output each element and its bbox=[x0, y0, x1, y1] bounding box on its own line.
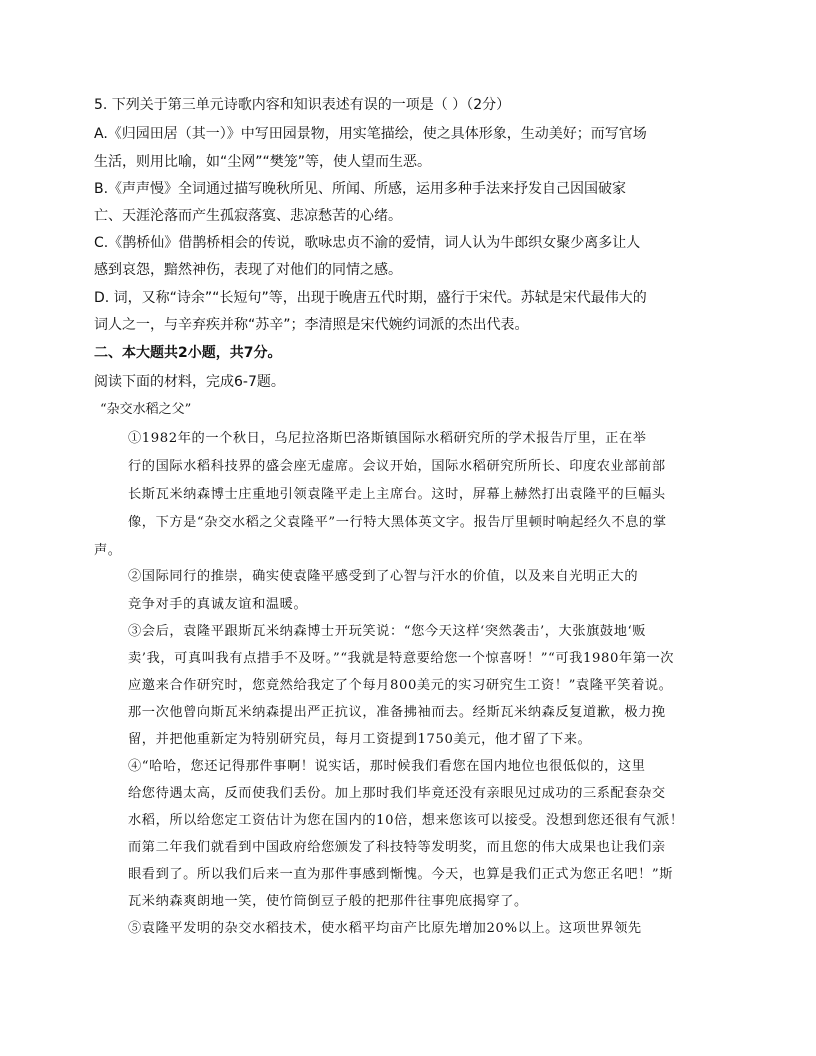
question-5-option-c-line-1: C.《鹊桥仙》借鹊桥相会的传说，歌咏忠贞不渝的爱情，词人认为牛郎织女聚少离多让人 bbox=[94, 235, 641, 251]
passage-line-11: 那一次他曾向斯瓦米纳森提出严正抗议，准备拂袖而去。经斯瓦米纳森反复道歉，极力挽 bbox=[128, 705, 666, 720]
passage-line-2: 行的国际水稻科技界的盛会座无虚席。会议开始，国际水稻研究所所长、印度农业部前部 bbox=[128, 459, 666, 474]
passage-line-14: 给您待遇太高，反而使我们丢份。加上那时我们毕竟还没有亲眼见过成功的三系配套杂交 bbox=[128, 786, 666, 801]
passage-line-10: 应邀来合作研究时，您竟然给我定了个每月800美元的实习研究生工资！”袁隆平笑着说。 bbox=[128, 678, 673, 693]
passage-line-3: 长斯瓦米纳森博士庄重地引领袁隆平走上主席台。这时，屏幕上赫然打出袁隆平的巨幅头 bbox=[128, 487, 666, 502]
passage-line-6: ②国际同行的推崇，确实使袁隆平感受到了心智与汗水的价值，以及来自光明正大的 bbox=[128, 569, 639, 584]
question-5-option-c-line-2: 感到哀怨，黯然神伤，表现了对他们的同情之感。 bbox=[94, 262, 402, 278]
passage-line-8: ③会后，袁隆平跟斯瓦米纳森博士开玩笑说：“您今天这样‘突然袭击’，大张旗鼓地‘贩 bbox=[128, 624, 647, 639]
passage-line-12: 留，并把他重新定为特别研究员，每月工资提到1750美元，他才留了下来。 bbox=[128, 732, 592, 747]
passage-line-7: 竞争对手的真诚友谊和温暖。 bbox=[128, 597, 308, 612]
passage-line-16: 而第二年我们就看到中国政府给您颁发了科技特等发明奖，而且您的伟大成果也让我们亲 bbox=[128, 840, 666, 855]
passage-line-17: 眼看到了。所以我们后来一直为那件事感到惭愧。今天，也算是我们正式为您正名吧！”斯 bbox=[128, 867, 674, 882]
section-2-instruction: 阅读下面的材料，完成6-7题。 bbox=[94, 374, 285, 390]
question-5-option-d-line-2: 词人之一，与辛弃疾并称“苏辛”；李清照是宋代婉约词派的杰出代表。 bbox=[94, 317, 529, 333]
question-5-option-b-line-2: 亡、天涯沦落而产生孤寂落寞、悲凉愁苦的心绪。 bbox=[94, 208, 402, 224]
passage-line-15: 水稻，所以给您定工资估计为您在国内的10倍，想来您该可以接受。没想到您还很有气派！ bbox=[128, 813, 684, 828]
section-2-heading: 二、本大题共2小题，共7分。 bbox=[94, 345, 282, 361]
passage-line-1: ①1982年的一个秋日，乌尼拉洛斯巴洛斯镇国际水稻研究所的学术报告厅里，正在举 bbox=[128, 431, 647, 446]
passage-line-13: ④“哈哈，您还记得那件事啊！说实话，那时候我们看您在国内地位也很低似的，这里 bbox=[128, 759, 646, 774]
question-5-option-a-line-1: A.《归园田居（其一）》中写田园景物，用实笔描绘，使之具体形象，生动美好；而写官场 bbox=[94, 126, 647, 142]
passage-line-18: 瓦米纳森爽朗地一笑，使竹筒倒豆子般的把那件往事兜底揭穿了。 bbox=[128, 894, 528, 909]
question-5-stem: 5. 下列关于第三单元诗歌内容和知识表述有误的一项是（ ）（2分） bbox=[94, 97, 511, 113]
passage-line-5: 声。 bbox=[94, 543, 122, 558]
question-5-option-a-line-2: 生活，则用比喻，如“尘网”“樊笼”等，使人望而生恶。 bbox=[94, 154, 432, 170]
question-5-option-b-line-1: B.《声声慢》全词通过描写晚秋所见、所闻、所感，运用多种手法来抒发自己因国破家 bbox=[94, 181, 627, 197]
passage-line-9: 卖’我，可真叫我有点措手不及呀。”“我就是特意要给您一个惊喜呀！”“可我1980年第一次 bbox=[128, 651, 675, 666]
passage-line-4: 像，下方是“杂交水稻之父袁隆平”一行特大黑体英文字。报告厅里顿时响起经久不息的掌 bbox=[128, 515, 667, 530]
passage-line-19: ⑤袁隆平发明的杂交水稻技术，使水稻平均亩产比原先增加20%以上。这项世界领先 bbox=[128, 921, 642, 936]
passage-title: “杂交水稻之父” bbox=[100, 402, 192, 417]
question-5-option-d-line-1: D. 词，又称“诗余”“长短句”等，出现于晚唐五代时期，盛行于宋代。苏轼是宋代最伟大的 bbox=[94, 290, 647, 306]
